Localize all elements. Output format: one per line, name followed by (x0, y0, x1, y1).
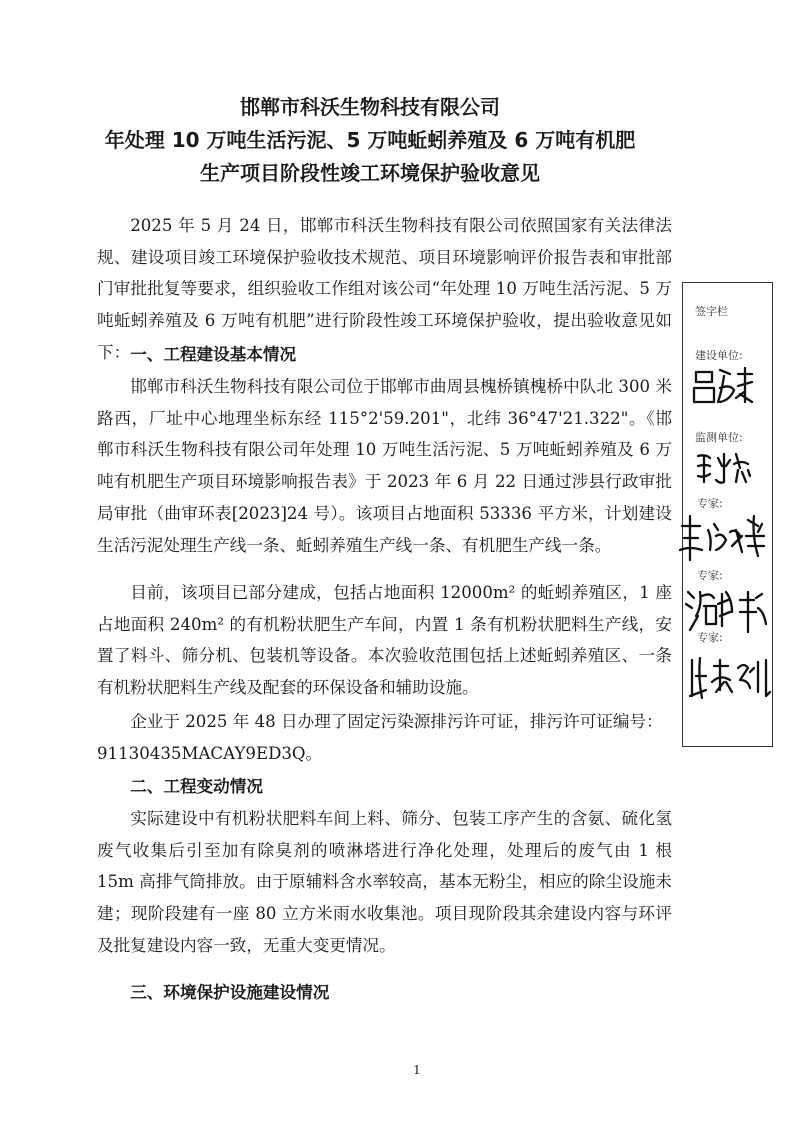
permit-number: 91130435MACAY9ED3Q。 (97, 744, 323, 763)
section-2-paragraph: 实际建设中有机粉状肥料车间上料、筛分、包装工序产生的含氨、硫化氢废气收集后引至加有除臭剂的喷淋塔进行净化处理，处理后的废气由 1 根 15m 高排气筒排放。由于原辅料含水率较高，基本无粉尘，相应的除尘设施未建；现阶段建有一座 80 立方米雨水收集池。项目现阶段其余建设内容与环评及批复建设内容一致，无重大变更情况。 (97, 809, 672, 955)
monitor-label: 监测单位: (695, 431, 743, 444)
builder-label: 建设单位: (695, 349, 743, 362)
section-1-paragraph-2: 目前，该项目已部分建成，包括占地面积 12000m² 的蚯蚓养殖区，1 座占地面积 240m² 的有机粉状肥生产车间，内置 1 条有机粉状肥料生产线，安置了料斗、筛分机、包装机等设备。本次验收范围包括上述蚯蚓养殖区、一条有机粉状肥料生产线及配套的环保设备和辅助设施。 (97, 583, 672, 698)
section-1-paragraph-3: 企业于 2025 年 48 日办理了固定污染源排污许可证，排污许可证编号： (130, 712, 663, 731)
section-1-heading: 一、工程建设基本情况 (130, 345, 297, 364)
signature-box-title: 签字栏 (695, 305, 728, 318)
expert-1-signature (676, 512, 772, 564)
builder-signature (690, 364, 760, 408)
monitor-signature (694, 448, 754, 488)
section-2-heading: 二、工程变动情况 (130, 777, 263, 796)
company-title: 邯郸市科沃生物科技有限公司 (240, 95, 500, 119)
expert-label-1: 专家: (697, 497, 723, 510)
project-title: 年处理 10 万吨生活污泥、5 万吨蚯蚓养殖及 6 万吨有机肥 (104, 128, 636, 152)
section-1-paragraph-1: 邯郸市科沃生物科技有限公司位于邯郸市曲周县槐桥镇槐桥中队北 300 米路西，厂址中心地理坐标东经 115°2'59.201"，北纬 36°47'21.322"。《邯郸市科沃生物科技有限公司年处理 10 万吨生活污泥、5 万吨蚯蚓养殖及 6 万吨有机肥生产项目环境影响报告表》于 2023 年 6 月 22 日通过涉县行政审批局审批（曲审环表[2023]24 号）。该项目占地面积 53336 平方米，计划建设生活污泥处理生产线一条、蚯蚓养殖生产线一条、有机肥生产线一条。 (97, 377, 672, 555)
expert-2-signature (682, 586, 772, 634)
expert-label-2: 专家: (697, 569, 723, 582)
intro-paragraph: 2025 年 5 月 24 日，邯郸市科沃生物科技有限公司依照国家有关法律法规、建设项目竣工环境保护验收技术规范、项目环境影响评价报告表和审批部门审批批复等要求，组织验收工作组对该公司“年处理 10 万吨生活污泥、5 万吨蚯蚓养殖及 6 万吨有机肥”进行阶段性竣工环境保护验收，提出验收意见如下： (97, 216, 672, 362)
expert-label-3: 专家: (697, 631, 723, 644)
section-3-heading: 三、环境保护设施建设情况 (130, 983, 330, 1002)
expert-3-signature (686, 652, 774, 702)
page-number: 1 (413, 1063, 421, 1077)
document-title: 生产项目阶段性竣工环境保护验收意见 (200, 161, 540, 185)
